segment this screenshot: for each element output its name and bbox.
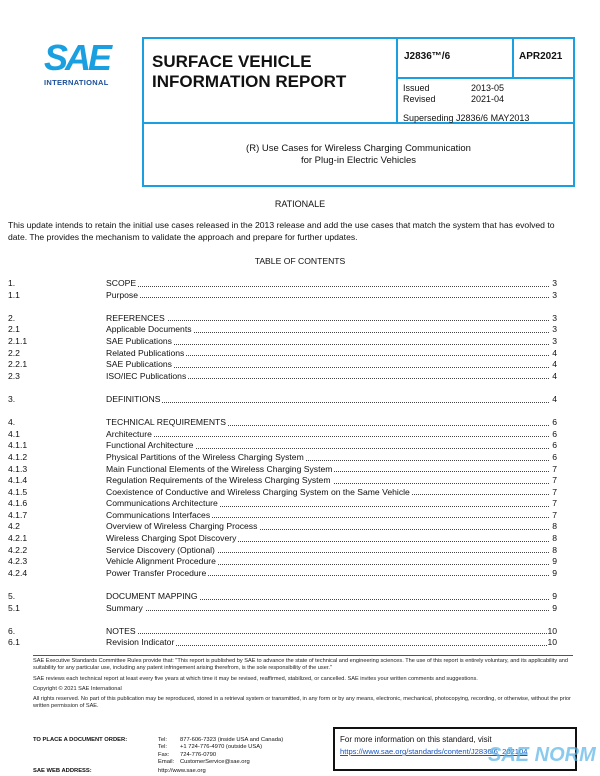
toc-number: 1. [8,278,16,288]
toc-entry[interactable] [8,475,557,487]
issued-label: Issued [403,83,430,93]
table-of-contents [8,278,557,649]
contact-list [158,737,318,767]
toc-title: Physical Partitions of the Wireless Charging System [106,452,549,464]
toc-entry[interactable] [8,591,557,603]
toc-title: Coexistence of Conductive and Wireless Charging System on the Same Vehicle [106,487,549,499]
toc-number: 5.1 [8,602,20,613]
issued-value: 2013-05 [471,83,505,93]
toc-page: 7 [552,509,557,520]
legal-p4: All rights reserved. No part of this publication may be reproduced, stored in a retrieval system or transmitted, in any form or by any means, electronic, mechanical, photocopying, recording, or otherwise, without the prior written permission of SAE. [33,696,571,710]
toc-entry[interactable] [8,359,557,371]
toc-title: Related Publications [106,348,549,360]
toc-title: Vehicle Alignment Procedure [106,556,549,568]
rationale-text: This update intends to retain the initial use cases released in the 2013 release and add the use cases that match the system that has evolved to date. The provides the mechanism to validate the approach and prepare for further updates. [8,220,555,242]
toc-title: DOCUMENT MAPPING [106,591,549,603]
toc-page: 10 [547,625,557,636]
toc-title: Revision Indicator [106,637,547,649]
toc-page: 8 [552,544,557,555]
toc-number: 3. [8,393,16,404]
toc-spacer [8,382,557,394]
toc-entry[interactable] [8,429,557,441]
toc-page: 6 [552,440,557,451]
standard-link[interactable]: https://www.sae.org/standards/content/J2836/6_202104 [340,747,528,756]
title-line-2: INFORMATION REPORT [152,72,347,91]
toc-entry[interactable] [8,336,557,348]
toc-entry[interactable] [8,440,557,452]
toc-title: SAE Publications [106,336,549,348]
toc-spacer [8,301,557,313]
toc-entry[interactable] [8,278,557,290]
toc-page: 9 [552,567,557,578]
toc-entry[interactable] [8,464,557,476]
toc-number: 4. [8,417,16,428]
footer-divider [33,655,573,656]
document-subject [144,124,573,185]
toc-number: 6. [8,625,16,636]
toc-page: 7 [552,475,557,486]
toc-spacer [8,406,557,418]
toc-page: 9 [552,591,557,602]
toc-entry[interactable] [8,498,557,510]
toc-title: Architecture [106,429,549,441]
document-type [144,39,398,124]
toc-title: TECHNICAL REQUIREMENTS [106,417,549,429]
toc-title: Purpose [106,290,549,302]
toc-title: Overview of Wireless Charging Process [106,521,549,533]
toc-page: 6 [552,417,557,428]
document-number: J2836™/6 [398,39,514,79]
toc-number: 4.1.6 [8,498,28,509]
toc-entry[interactable] [8,603,557,615]
toc-title: Applicable Documents [106,324,549,336]
toc-title: ISO/IEC Publications [106,371,549,383]
watermark: SAE NORM [488,744,596,766]
more-info-text: For more information on this standard, visit [340,735,492,744]
toc-number: 4.1.2 [8,451,28,462]
toc-number: 5. [8,591,16,602]
web-label: SAE WEB ADDRESS: [33,768,92,774]
toc-entry[interactable] [8,556,557,568]
toc-title: Service Discovery (Optional) [106,545,549,557]
toc-entry[interactable] [8,348,557,360]
toc-page: 4 [552,347,557,358]
toc-number: 4.1.3 [8,463,28,474]
toc-title: Power Transfer Procedure [106,568,549,580]
toc-number: 4.2.4 [8,567,28,578]
toc-title: SCOPE [106,278,549,290]
toc-title: SAE Publications [106,359,549,371]
toc-entry[interactable] [8,452,557,464]
toc-entry[interactable] [8,521,557,533]
toc-page: 3 [552,312,557,323]
toc-number: 2.1 [8,324,20,335]
toc-number: 2. [8,312,16,323]
revision-info [398,79,573,124]
toc-entry[interactable] [8,637,557,649]
toc-page: 7 [552,498,557,509]
toc-page: 3 [552,278,557,288]
toc-title: Functional Architecture [106,440,549,452]
subject-line-1: (R) Use Cases for Wireless Charging Communication [246,143,471,154]
toc-page: 8 [552,521,557,532]
toc-entry[interactable] [8,417,557,429]
toc-number: 2.1.1 [8,335,28,346]
toc-page: 7 [552,463,557,474]
toc-entry[interactable] [8,371,557,383]
toc-number: 4.1.7 [8,509,28,520]
revised-value: 2021-04 [471,94,505,104]
contact-line: Tel: 877-606-7323 (inside USA and Canada) [158,737,284,743]
revised-label: Revised [403,94,436,104]
toc-page: 3 [552,289,557,300]
copyright: Copyright © 2021 SAE International [33,685,122,692]
toc-page: 6 [552,428,557,439]
toc-page: 9 [552,602,557,613]
toc-number: 4.1.5 [8,486,28,497]
toc-page: 10 [547,637,557,648]
toc-entry[interactable] [8,290,557,302]
toc-page: 4 [552,393,557,404]
superseding: Superseding J2836/6 MAY2013 [403,113,530,123]
toc-page: 7 [552,486,557,497]
toc-number: 4.2.1 [8,533,28,544]
toc-page: 3 [552,335,557,346]
toc-entry[interactable] [8,626,557,638]
toc-entry[interactable] [8,324,557,336]
toc-number: 4.1.4 [8,475,28,486]
toc-entry[interactable] [8,313,557,325]
toc-spacer [8,579,557,591]
toc-number: 4.2.3 [8,556,28,567]
legal-p2: SAE reviews each technical report at least every five years at which time it may be revised, reaffirmed, stabilized, or cancelled. SAE invites your written comments and suggestions. [33,675,478,682]
toc-entry[interactable] [8,394,557,406]
toc-title: NOTES [106,626,547,638]
sae-logo [44,37,124,90]
contact-line: Email: CustomerService@sae.org [158,759,250,766]
subject-line-2: for Plug-in Electric Vehicles [300,155,417,166]
web-address-link[interactable]: http://www.sae.org [158,768,206,774]
toc-title: Communications Architecture [106,498,549,510]
legal-notice [33,658,578,714]
logo-mark: SAE [44,37,110,78]
toc-title: Regulation Requirements of the Wireless Charging System [106,475,549,487]
toc-number: 6.1 [8,637,20,648]
title-line-1: SURFACE VEHICLE [152,52,312,71]
toc-number: 2.2.1 [8,359,28,370]
toc-page: 6 [552,451,557,462]
toc-title: REFERENCES [106,313,549,325]
contact-line: Fax: 724-776-0790 [158,751,217,758]
toc-title: Communications Interfaces [106,510,549,522]
toc-number: 1.1 [8,289,20,300]
toc-entry[interactable] [8,487,557,499]
toc-title: DEFINITIONS [106,394,549,406]
legal-p1: SAE Executive Standards Committee Rules provide that: "This report is published by SAE to advance the state of technical and engineering sciences. The use of this report is entirely voluntary, and its applicability and suitability for any particular use, including any patent infringement arising therefrom, is the sole responsibility of the user." [33,658,569,672]
logo-subtitle: INTERNATIONAL [44,78,109,87]
toc-title: Summary [106,603,549,615]
toc-page: 4 [552,370,557,381]
toc-spacer [8,614,557,626]
order-label: TO PLACE A DOCUMENT ORDER: [33,737,128,743]
toc-number: 4.1 [8,428,20,439]
toc-number: 2.3 [8,370,20,381]
toc-number: 2.2 [8,347,20,358]
toc-title: Main Functional Elements of the Wireless Charging System [106,464,549,476]
toc-entry[interactable] [8,568,557,580]
toc-page: 9 [552,556,557,567]
toc-entry[interactable] [8,510,557,522]
toc-page: 8 [552,533,557,544]
contact-line: Tel: +1 724-776-4970 (outside USA) [158,744,263,751]
toc-number: 4.2 [8,521,20,532]
toc-entry[interactable] [8,545,557,557]
toc-entry[interactable] [8,533,557,545]
toc-heading: TABLE OF CONTENTS [254,256,346,266]
toc-page: 4 [552,359,557,370]
toc-title: Wireless Charging Spot Discovery [106,533,549,545]
toc-number: 4.2.2 [8,544,28,555]
document-date: APR2021 [514,39,573,79]
toc-number: 4.1.1 [8,440,28,451]
toc-page: 3 [552,324,557,335]
rationale-heading: RATIONALE [274,199,326,209]
document-header [142,37,575,187]
